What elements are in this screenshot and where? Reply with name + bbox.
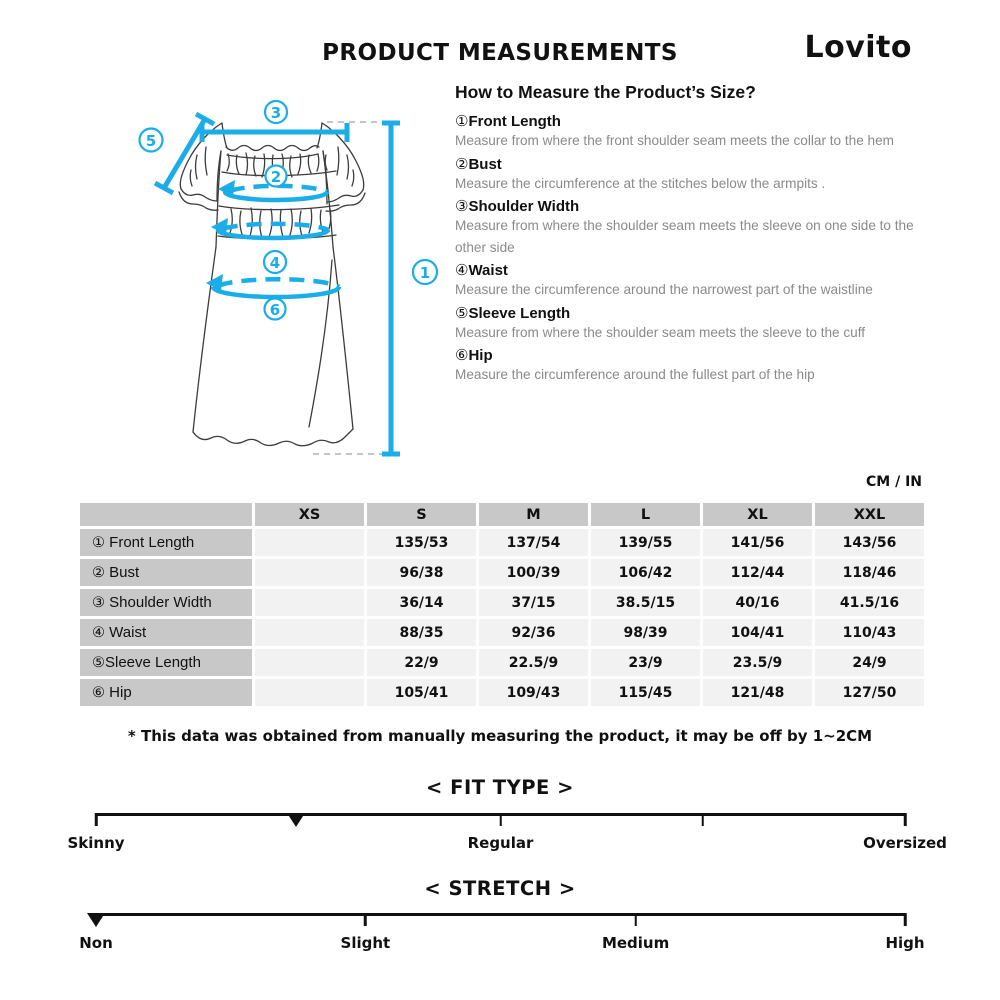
stretch-scale [96,913,905,916]
diagram-marker-3 [265,101,287,123]
stretch-title: < STRETCH > [424,877,576,900]
svg-text:4: 4 [269,254,281,272]
svg-text:2: 2 [270,168,282,186]
cell-value [255,589,364,616]
scale-tick [95,813,98,826]
cell-value: 109/43 [479,679,588,706]
cell-value: 137/54 [479,529,588,556]
item-label: Shoulder Width [468,198,580,215]
cell-value [255,649,364,676]
table-row-front-length [80,529,924,556]
size-table [77,500,927,709]
front-length-line [382,123,400,454]
table-row-sleeve-length [80,649,924,676]
cell-value: 118/46 [815,559,924,586]
stretch-label-medium: Medium [601,934,670,952]
item-number: ③ [455,197,469,215]
fit-type-scale [96,813,905,816]
cell-value [255,619,364,646]
item-number: ① [455,112,469,130]
cell-value: 40/16 [703,589,812,616]
header-cell-s: S [367,503,476,526]
instruction-item [455,261,935,301]
header-cell-m: M [479,503,588,526]
header-cell-l: L [591,503,700,526]
row-label: Bust [109,564,140,581]
item-label: Front Length [468,113,561,130]
row-label: Front Length [109,534,195,551]
cell-value: 115/45 [591,679,700,706]
item-description: Measure the circumference around the narrowest part of the waistline [455,282,873,297]
cell-value: 36/14 [367,589,476,616]
svg-text:1: 1 [419,264,431,282]
cell-value: 24/9 [815,649,924,676]
table-row-bust [80,559,924,586]
instruction-item [455,304,935,344]
fit-type-marker-triangle [287,813,305,827]
item-label: Waist [468,262,508,279]
header-cell-xxl: XXL [815,503,924,526]
cell-value: 139/55 [591,529,700,556]
item-number: ⑤ [455,303,469,322]
item-description: Measure from where the shoulder seam meets the sleeve on one side to the other side [455,218,914,255]
diagram-marker-4 [264,251,286,273]
table-header-row [80,503,924,526]
stretch-marker-triangle [87,913,105,927]
cell-value: 96/38 [367,559,476,586]
cell-value: 98/39 [591,619,700,646]
cell-value: 22/9 [367,649,476,676]
unit-label: CM / IN [866,474,922,490]
row-number: ③ [92,595,105,611]
scale-tick [904,913,907,926]
cell-value: 88/35 [367,619,476,646]
table-row-shoulder-width [80,589,924,616]
header-cell-empty [80,503,252,526]
fit-type-labels [67,834,947,854]
cell-value: 104/41 [703,619,812,646]
item-description: Measure the circumference at the stitches below the armpits . [455,175,826,191]
svg-text:6: 6 [269,301,281,319]
cell-value: 23/9 [591,649,700,676]
item-description: Measure from where the shoulder seam meets the sleeve to the cuff [455,324,866,340]
cell-value: 141/56 [703,529,812,556]
table-row-waist [80,619,924,646]
item-description: Measure from where the front shoulder seam meets the collar to the hem [455,133,894,148]
cell-value: 127/50 [815,679,924,706]
cell-value: 37/15 [479,589,588,616]
row-label: Sleeve Length [105,654,201,671]
cell-value: 38.5/15 [591,589,700,616]
page-title: PRODUCT MEASUREMENTS [322,40,678,66]
hip-ellipse [206,274,339,297]
cell-value: 135/53 [367,529,476,556]
scale-tick [499,813,502,826]
row-number: ② [92,565,105,581]
brand-logo: Lovito [804,30,912,65]
cell-value [255,559,364,586]
cell-value [255,529,364,556]
cell-value [255,679,364,706]
stretch-label-high: High [885,934,925,952]
diagram-marker-2 [266,166,287,187]
cell-value: 106/42 [591,559,700,586]
scale-tick [634,913,637,926]
row-label: Waist [109,624,147,641]
cell-value: 121/48 [703,679,812,706]
table-row-hip [80,679,924,706]
fit-label-oversized: Oversized [863,834,947,852]
item-label: Sleeve Length [468,304,571,322]
svg-text:5: 5 [145,132,157,150]
item-label: Hip [468,347,493,364]
scale-tick [904,813,907,826]
fit-type-title: < FIT TYPE > [426,776,574,799]
instruction-item [455,155,935,195]
item-number: ② [455,154,469,173]
header-cell-xl: XL [703,503,812,526]
cell-value: 41.5/16 [815,589,924,616]
stretch-label-slight: Slight [340,934,391,952]
instruction-item [455,197,935,258]
instructions-heading: How to Measure the Product’s Size? [455,82,756,102]
diagram-marker-1 [413,260,437,284]
diagram-marker-5 [140,129,163,152]
measurement-diagram [85,75,455,475]
stretch-label-non: Non [79,934,113,952]
row-label: Shoulder Width [109,594,212,611]
instruction-item [455,346,935,386]
row-label: Hip [109,684,132,701]
instruction-item [455,112,935,152]
cell-value: 92/36 [479,619,588,646]
diagram-marker-6 [265,299,286,320]
row-number: ⑥ [92,685,105,701]
scale-tick [702,813,705,826]
item-number: ⑥ [455,346,469,364]
cell-value: 105/41 [367,679,476,706]
row-number: ④ [92,625,105,641]
cell-value: 143/56 [815,529,924,556]
cell-value: 100/39 [479,559,588,586]
how-to-measure-section [455,82,935,386]
cell-value: 22.5/9 [479,649,588,676]
scale-tick [364,913,367,926]
row-number: ① [92,535,105,551]
cell-value: 112/44 [703,559,812,586]
measurement-disclaimer: * This data was obtained from manually measuring the product, it may be off by 1~2CM [127,727,873,745]
row-number: ⑤ [92,655,105,671]
header-cell-xs: XS [255,503,364,526]
item-label: Bust [468,155,502,173]
stretch-labels [79,934,925,954]
item-description: Measure the circumference around the fullest part of the hip [455,367,815,382]
cell-value: 110/43 [815,619,924,646]
item-number: ④ [455,261,469,279]
cell-value: 23.5/9 [703,649,812,676]
fit-label-regular: Regular [467,834,534,852]
svg-text:3: 3 [270,104,282,122]
fit-label-skinny: Skinny [67,834,125,852]
